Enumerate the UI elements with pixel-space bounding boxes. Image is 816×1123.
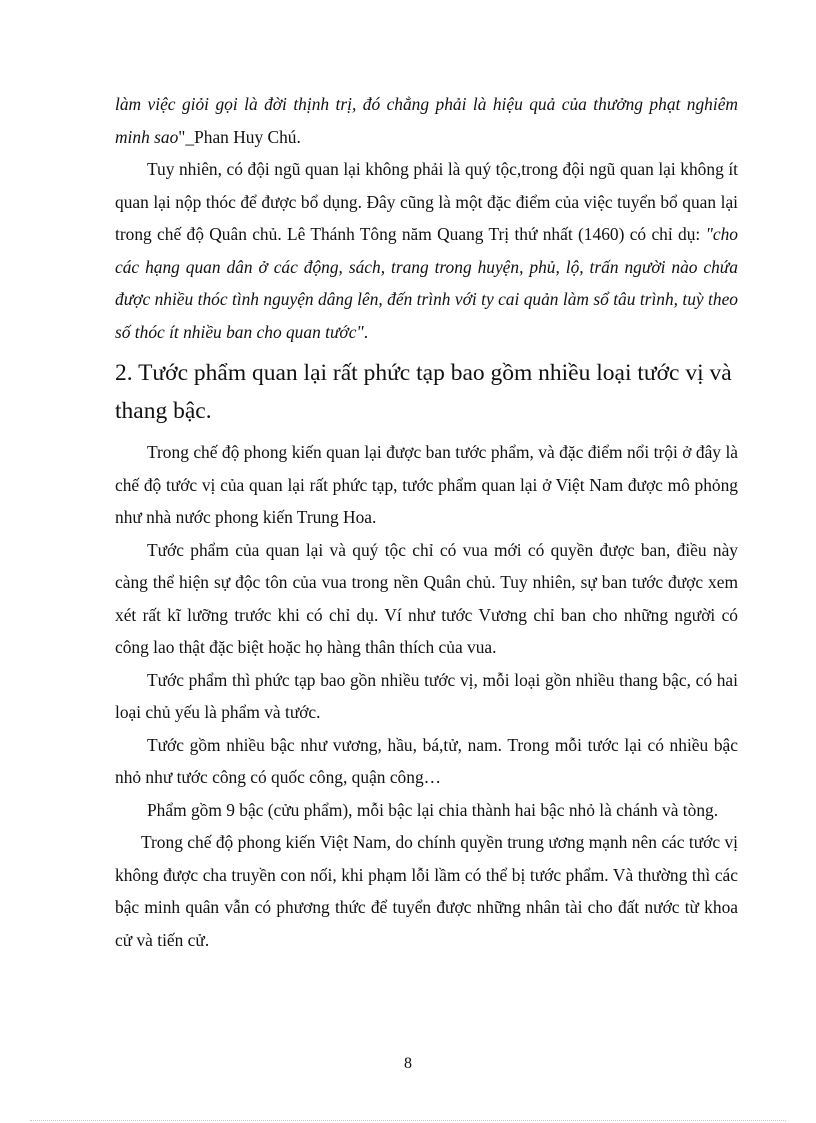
footer-divider bbox=[30, 1120, 786, 1121]
quote-text: làm việc giỏi gọi là đời thịnh trị, đó chẳng phải là hiệu quả của thưởng phạt nghiêm minh sao bbox=[115, 94, 738, 147]
quote-attribution: "_Phan Huy Chú. bbox=[178, 126, 301, 147]
paragraph-nine-grades: Phẩm gồm 9 bậc (cửu phẩm), mỗi bậc lại chia thành hai bậc nhỏ là chánh và tòng. bbox=[147, 799, 719, 820]
edict-quote: "cho các hạng quan dân ở các động, sách, trang trong huyện, phủ, lộ, trấn người nào chứa được nhiều thóc tình nguyện dâng lên, đến trình với ty cai quản làm sổ tâu trình, tuỳ theo số thóc ít nhiều ban cho quan tước" bbox=[115, 224, 738, 342]
paragraph-rice-donation bbox=[115, 153, 738, 348]
paragraph-quote-continuation bbox=[115, 88, 738, 153]
paragraph-king-grants: Tước phẩm của quan lại và quý tộc chỉ có vua mới có quyền được ban, điều này càng thể hiện sự độc tôn của vua trong nền Quân chủ. Tuy nhiên, sự ban tước được xem xét rất kĩ lưỡng trước khi có chỉ dụ. Ví như tước Vương chỉ ban cho những người có công lao thật đặc biệt hoặc họ hàng thân thích của vua. bbox=[115, 539, 738, 657]
paragraph-end: . bbox=[363, 321, 369, 342]
page-number: 8 bbox=[404, 1055, 412, 1072]
page-body bbox=[115, 88, 738, 956]
paragraph-titles-overview: Trong chế độ phong kiến quan lại được ban tước phẩm, và đặc điểm nổi trội ở đây là chế độ tước vị của quan lại rất phức tạp, tước phẩm quan lại ở Việt Nam được mô phỏng như nhà nước phong kiến Trung Hoa. bbox=[115, 442, 738, 527]
paragraph-rank-types: Tước phẩm thì phức tạp bao gồn nhiều tước vị, mỗi loại gồn nhiều thang bậc, có hai loại chủ yếu là phẩm và tước. bbox=[115, 669, 738, 722]
paragraph-text: Tuy nhiên, có đội ngũ quan lại không phải là quý tộc,trong đội ngũ quan lại không ít quan lại nộp thóc để được bổ dụng. Đây cũng là một đặc điểm của việc tuyển bổ quan lại trong chế độ Quân chủ. Lê Thánh Tông năm Quang Trị thứ nhất (1460) có chỉ dụ: bbox=[115, 159, 738, 244]
section-heading: 2. Tước phẩm quan lại rất phức tạp bao gồm nhiều loại tước vị và thang bậc. bbox=[115, 360, 732, 424]
paragraph-no-inheritance: Trong chế độ phong kiến Việt Nam, do chính quyền trung ương mạnh nên các tước vị không được cha truyền con nối, khi phạm lỗi lầm có thể bị tước phẩm. Và thường thì các bậc minh quân vẫn có phương thức để tuyển được những nhân tài cho đất nước từ khoa cử và tiến cử. bbox=[115, 832, 738, 950]
paragraph-noble-titles: Tước gồm nhiều bậc như vương, hầu, bá,tử, nam. Trong mỗi tước lại có nhiều bậc nhỏ như tước công có quốc công, quận công… bbox=[115, 734, 738, 787]
